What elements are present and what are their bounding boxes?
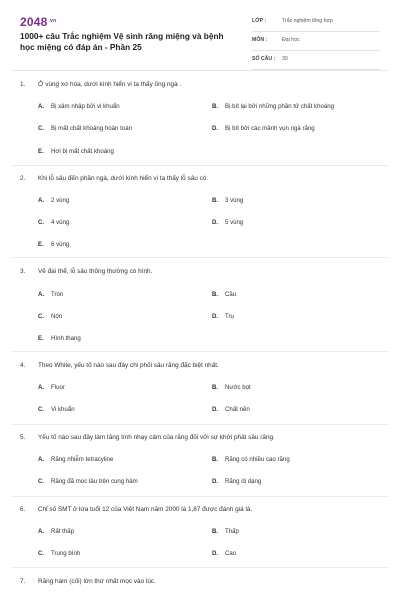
question-number: 1. xyxy=(20,81,26,88)
option-c[interactable]: C. Bị mất chất khoáng hoàn toàn xyxy=(38,125,132,132)
option-c[interactable]: C. 4 vùng xyxy=(38,219,70,226)
question-number: 2. xyxy=(20,175,26,182)
option-b[interactable]: B. Nước bọt xyxy=(212,384,251,391)
option-d[interactable]: D. 5 vùng xyxy=(212,219,244,226)
meta-class-value: Trắc nghiệm tổng hợp xyxy=(282,18,333,24)
question-divider xyxy=(12,424,388,425)
question-text: Theo White, yếu tố nào sau đây chi phối sâu răng đặc biệt nhất. xyxy=(38,362,219,369)
question-text: Về đại thể, lỗ sâu thông thường có hình. xyxy=(38,268,153,275)
quiz-meta xyxy=(252,13,380,70)
question-text: Khi lỗ sâu đến phần ngà, dưới kính hiển vi ta thấy lỗ sâu có. xyxy=(38,175,209,182)
option-c[interactable]: C. Nón xyxy=(38,313,63,320)
option-d[interactable]: D. Răng dị dạng xyxy=(212,478,262,485)
option-b[interactable]: B. 3 vùng xyxy=(212,197,244,204)
option-d[interactable]: D. Cao xyxy=(212,550,237,557)
question-number: 5. xyxy=(20,434,26,441)
option-e[interactable]: E. 6 vùng xyxy=(38,241,70,248)
logo-suffix: .vn xyxy=(48,18,57,24)
option-e[interactable]: E. Hơi bị mất chất khoáng xyxy=(38,148,114,155)
question-divider xyxy=(12,567,388,568)
meta-class-row xyxy=(252,13,380,32)
meta-subject-value: Đại học xyxy=(282,37,300,43)
question-text: Ở vùng xơ hóa, dưới kính hiển vi ta thấy ống ngà . xyxy=(38,81,182,88)
question-text: Chỉ số SMT ở lứa tuổi 12 của Việt Nam năm 2000 là 1,87 được đánh giá là. xyxy=(38,506,253,513)
logo-main: 2048 xyxy=(20,15,48,29)
option-d[interactable]: D. Chất nền xyxy=(212,406,250,413)
meta-subject-label: MÔN : xyxy=(252,37,268,43)
option-b[interactable]: B. Răng có nhiều cao răng xyxy=(212,456,290,463)
question-number: 4. xyxy=(20,362,26,369)
option-c[interactable]: C. Vi khuẩn xyxy=(38,406,75,413)
option-a[interactable]: A. Bị xâm nhập bởi vi khuẩn xyxy=(38,103,120,110)
header-divider xyxy=(12,70,388,71)
meta-count-value: 30 xyxy=(282,56,288,62)
option-a[interactable]: A. 2 vùng xyxy=(38,197,70,204)
option-b[interactable]: B. Cầu xyxy=(212,291,237,298)
question-number: 7. xyxy=(20,578,26,585)
option-a[interactable]: A. Tròn xyxy=(38,291,64,298)
question-number: 3. xyxy=(20,268,26,275)
question-divider xyxy=(12,351,388,352)
meta-count-row xyxy=(252,51,380,70)
option-a[interactable]: A. Răng nhiễm tetracyline xyxy=(38,456,114,463)
option-c[interactable]: C. Răng đã mọc lâu trên cung hàm xyxy=(38,478,138,485)
site-logo[interactable] xyxy=(20,15,56,29)
question-text: Răng hàm (cối) lớn thứ nhất mọc vào lúc. xyxy=(38,578,156,585)
option-a[interactable]: A. Rất thấp xyxy=(38,528,75,535)
meta-subject-row xyxy=(252,32,380,51)
page-header xyxy=(0,0,400,68)
question-text: Yếu tố nào sau đây làm tăng tính nhạy cảm của răng đối với sự khởi phát sâu răng. xyxy=(38,434,275,441)
meta-class-label: LỚP : xyxy=(252,18,267,24)
question-divider xyxy=(12,257,388,258)
question-divider xyxy=(12,496,388,497)
question-divider xyxy=(12,165,388,166)
option-d[interactable]: D. Trụ xyxy=(212,313,234,320)
option-a[interactable]: A. Fluor xyxy=(38,384,65,391)
option-b[interactable]: B. Bị bít lại bởi những phần tử chất khoáng xyxy=(212,103,335,110)
option-e[interactable]: E. Hình thang xyxy=(38,335,81,342)
option-d[interactable]: D. Bị bít bởi các mảnh vụn ngà răng xyxy=(212,125,315,132)
option-c[interactable]: C. Trung bình xyxy=(38,550,81,557)
question-number: 6. xyxy=(20,506,26,513)
option-b[interactable]: B. Thấp xyxy=(212,528,239,535)
meta-count-label: SỐ CÂU : xyxy=(252,56,276,62)
quiz-title: 1000+ câu Trắc nghiệm Vệ sinh răng miệng và bệnh học miệng có đáp án - Phần 25 xyxy=(20,31,224,52)
